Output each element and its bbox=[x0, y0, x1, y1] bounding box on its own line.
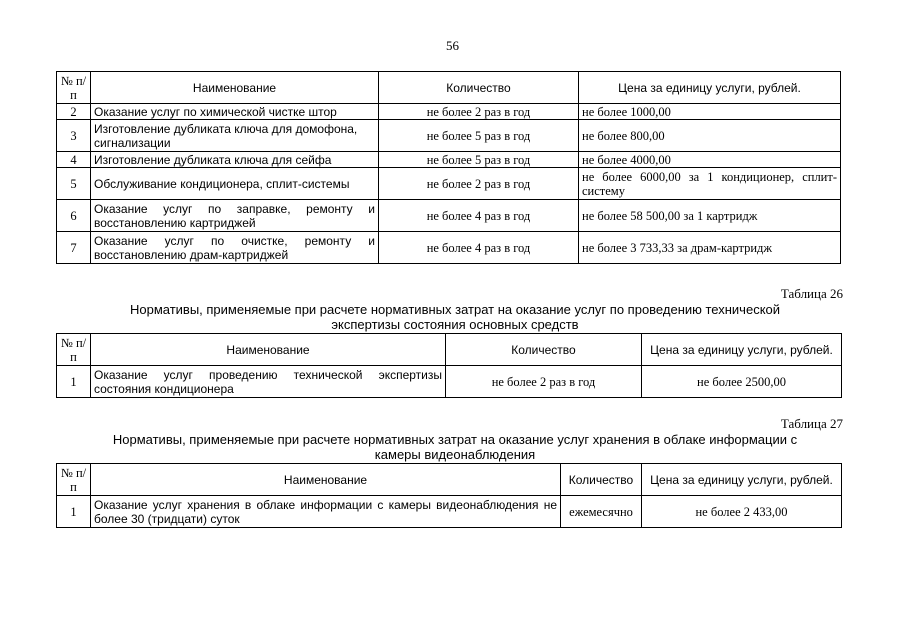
header-quantity: Количество bbox=[561, 464, 642, 496]
table-27-label: Таблица 27 bbox=[780, 416, 843, 431]
row-quantity: не более 5 раз в год bbox=[379, 152, 579, 168]
row-quantity: не более 4 раз в год bbox=[379, 232, 579, 264]
table-row bbox=[57, 200, 841, 232]
header-quantity: Количество bbox=[446, 334, 642, 366]
row-price: не более 800,00 bbox=[579, 120, 841, 152]
page-number: 56 bbox=[446, 38, 459, 53]
row-price: не более 6000,00 за 1 кондиционер, сплит-систему bbox=[579, 168, 841, 200]
table-row bbox=[57, 232, 841, 264]
row-quantity: не более 5 раз в год bbox=[379, 120, 579, 152]
services-table-25 bbox=[56, 71, 841, 264]
row-num: 7 bbox=[57, 232, 91, 264]
row-name: Изготовление дубликата ключа для домофона, сигнализации bbox=[91, 120, 379, 152]
row-name: Оказание услуг по очистке, ремонту и восстановлению драм-картриджей bbox=[91, 232, 379, 264]
row-num: 2 bbox=[57, 104, 91, 120]
table-header-row bbox=[57, 72, 841, 104]
header-name: Наименование bbox=[91, 334, 446, 366]
table-row bbox=[57, 366, 842, 398]
row-quantity: не более 4 раз в год bbox=[379, 200, 579, 232]
header-quantity: Количество bbox=[379, 72, 579, 104]
header-price: Цена за единицу услуги, рублей. bbox=[642, 464, 842, 496]
header-num: № п/п bbox=[57, 464, 91, 496]
table-row bbox=[57, 496, 842, 528]
header-name: Наименование bbox=[91, 72, 379, 104]
header-num: № п/п bbox=[57, 72, 91, 104]
table-row bbox=[57, 168, 841, 200]
services-table-27 bbox=[56, 463, 842, 528]
table-header-row bbox=[57, 464, 842, 496]
row-name: Оказание услуг по заправке, ремонту и восстановлению картриджей bbox=[91, 200, 379, 232]
row-name: Оказание услуг хранения в облаке информации с камеры видеонаблюдения не более 30 (тридцати) суток bbox=[91, 496, 561, 528]
table-row bbox=[57, 152, 841, 168]
table-27-title: Нормативы, применяемые при расчете нормативных затрат на оказание услуг хранения в облаке информации с камеры видеонаблюдения bbox=[112, 432, 798, 462]
row-name: Обслуживание кондиционера, сплит-системы bbox=[91, 168, 379, 200]
row-num: 3 bbox=[57, 120, 91, 152]
row-quantity: ежемесячно bbox=[561, 496, 642, 528]
header-price: Цена за единицу услуги, рублей. bbox=[579, 72, 841, 104]
table-row bbox=[57, 104, 841, 120]
row-price: не более 2500,00 bbox=[642, 366, 842, 398]
row-quantity: не более 2 раз в год bbox=[379, 104, 579, 120]
row-quantity: не более 2 раз в год bbox=[379, 168, 579, 200]
row-num: 4 bbox=[57, 152, 91, 168]
row-num: 6 bbox=[57, 200, 91, 232]
row-price: не более 3 733,33 за драм-картридж bbox=[579, 232, 841, 264]
row-price: не более 1000,00 bbox=[579, 104, 841, 120]
table-26-title: Нормативы, применяемые при расчете нормативных затрат на оказание услуг по проведению технической экспертизы состояния основных средств bbox=[129, 302, 781, 332]
row-num: 1 bbox=[57, 366, 91, 398]
header-name: Наименование bbox=[91, 464, 561, 496]
table-row bbox=[57, 120, 841, 152]
header-num: № п/п bbox=[57, 334, 91, 366]
row-name: Оказание услуг проведению технической экспертизы состояния кондиционера bbox=[91, 366, 446, 398]
table-header-row bbox=[57, 334, 842, 366]
row-num: 1 bbox=[57, 496, 91, 528]
row-num: 5 bbox=[57, 168, 91, 200]
row-quantity: не более 2 раз в год bbox=[446, 366, 642, 398]
row-name: Оказание услуг по химической чистке штор bbox=[91, 104, 379, 120]
table-26-label: Таблица 26 bbox=[780, 286, 843, 301]
row-name: Изготовление дубликата ключа для сейфа bbox=[91, 152, 379, 168]
row-price: не более 58 500,00 за 1 картридж bbox=[579, 200, 841, 232]
row-price: не более 2 433,00 bbox=[642, 496, 842, 528]
row-price: не более 4000,00 bbox=[579, 152, 841, 168]
services-table-26 bbox=[56, 333, 842, 398]
header-price: Цена за единицу услуги, рублей. bbox=[642, 334, 842, 366]
